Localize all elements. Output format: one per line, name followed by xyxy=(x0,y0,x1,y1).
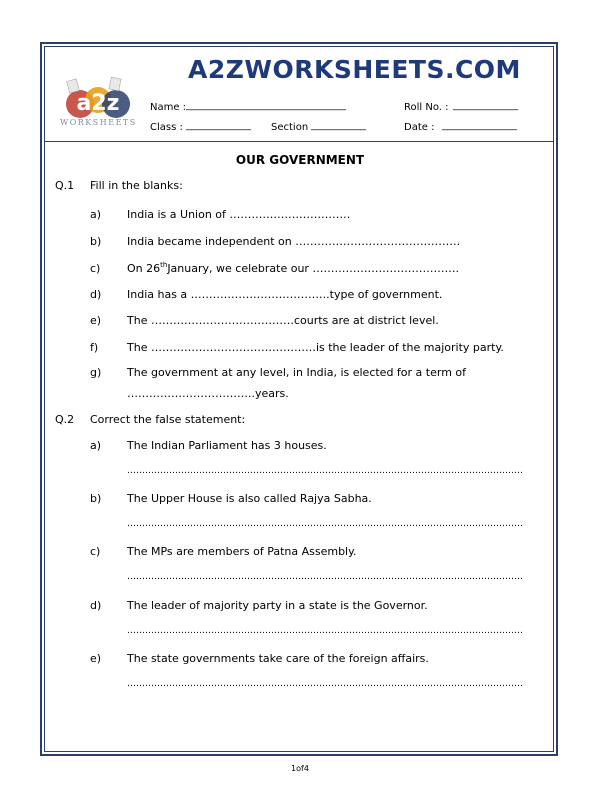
page-border-inner xyxy=(44,46,554,752)
class-label: Class : xyxy=(150,122,183,133)
item-text-pre: On 26 xyxy=(127,262,161,275)
item-letter: a) xyxy=(90,208,102,221)
section-field[interactable]: ___________ xyxy=(311,120,366,131)
item-letter: d) xyxy=(90,599,102,612)
item-letter: c) xyxy=(90,545,101,558)
date-field[interactable]: _______________ xyxy=(442,120,517,131)
roll-field[interactable]: _____________ xyxy=(453,100,518,111)
false-statement: The Indian Parliament has 3 houses. xyxy=(127,439,327,452)
worksheet-title: OUR GOVERNMENT xyxy=(235,153,365,167)
header-divider xyxy=(44,141,554,142)
site-title: A2ZWORKSHEETS.COM xyxy=(188,55,521,84)
fill-blank-item: The …………………………………courts are at district level. xyxy=(127,314,439,327)
answer-line[interactable]: …………………………………………………………………………………………………………………… xyxy=(127,466,523,476)
question-number: Q.1 xyxy=(55,179,75,192)
false-statement: The Upper House is also called Rajya Sabha. xyxy=(127,492,372,505)
question-prompt: Fill in the blanks: xyxy=(90,179,183,192)
fill-blank-item-continued: ……………………………..years. xyxy=(127,387,289,400)
fill-blank-item: The ………………………………………is the leader of the majority party. xyxy=(127,341,504,354)
item-letter: a) xyxy=(90,439,102,452)
item-letter: f) xyxy=(90,341,99,354)
item-letter: b) xyxy=(90,235,102,248)
answer-line[interactable]: …………………………………………………………………………………………………………………… xyxy=(127,626,523,636)
question-number: Q.2 xyxy=(55,413,75,426)
question-prompt: Correct the false statement: xyxy=(90,413,246,426)
superscript: th xyxy=(160,261,168,269)
roll-label: Roll No. : xyxy=(404,102,449,113)
fill-blank-item xyxy=(127,262,459,275)
class-field[interactable]: _____________ xyxy=(186,120,251,131)
item-letter: d) xyxy=(90,288,102,301)
logo-letters: a2z xyxy=(76,91,120,116)
section-label: Section xyxy=(271,122,309,133)
page-number: 1of4 xyxy=(291,764,309,773)
item-letter: e) xyxy=(90,314,102,327)
fill-blank-item: The government at any level, in India, is elected for a term of xyxy=(127,366,467,379)
item-text-post: January, we celebrate our …………………………………. xyxy=(167,262,459,275)
fill-blank-item: India became independent on ……………………………………… xyxy=(127,235,461,248)
name-label: Name : xyxy=(150,102,187,113)
fill-blank-item: India has a ………………………………..type of government. xyxy=(127,288,443,301)
answer-line[interactable]: …………………………………………………………………………………………………………………… xyxy=(127,679,523,689)
answer-line[interactable]: …………………………………………………………………………………………………………………… xyxy=(127,572,523,582)
date-label: Date : xyxy=(404,122,435,133)
item-letter: b) xyxy=(90,492,102,505)
false-statement: The leader of majority party in a state is the Governor. xyxy=(127,599,428,612)
name-field[interactable]: ________________________________ xyxy=(186,100,346,111)
item-letter: g) xyxy=(90,366,102,379)
logo-text: WORKSHEETS xyxy=(60,118,137,127)
fill-blank-item: India is a Union of …………………………… xyxy=(127,208,351,221)
answer-line[interactable]: …………………………………………………………………………………………………………………… xyxy=(127,519,523,529)
item-letter: c) xyxy=(90,262,101,275)
false-statement: The MPs are members of Patna Assembly. xyxy=(127,545,357,558)
false-statement: The state governments take care of the foreign affairs. xyxy=(127,652,429,665)
item-letter: e) xyxy=(90,652,102,665)
